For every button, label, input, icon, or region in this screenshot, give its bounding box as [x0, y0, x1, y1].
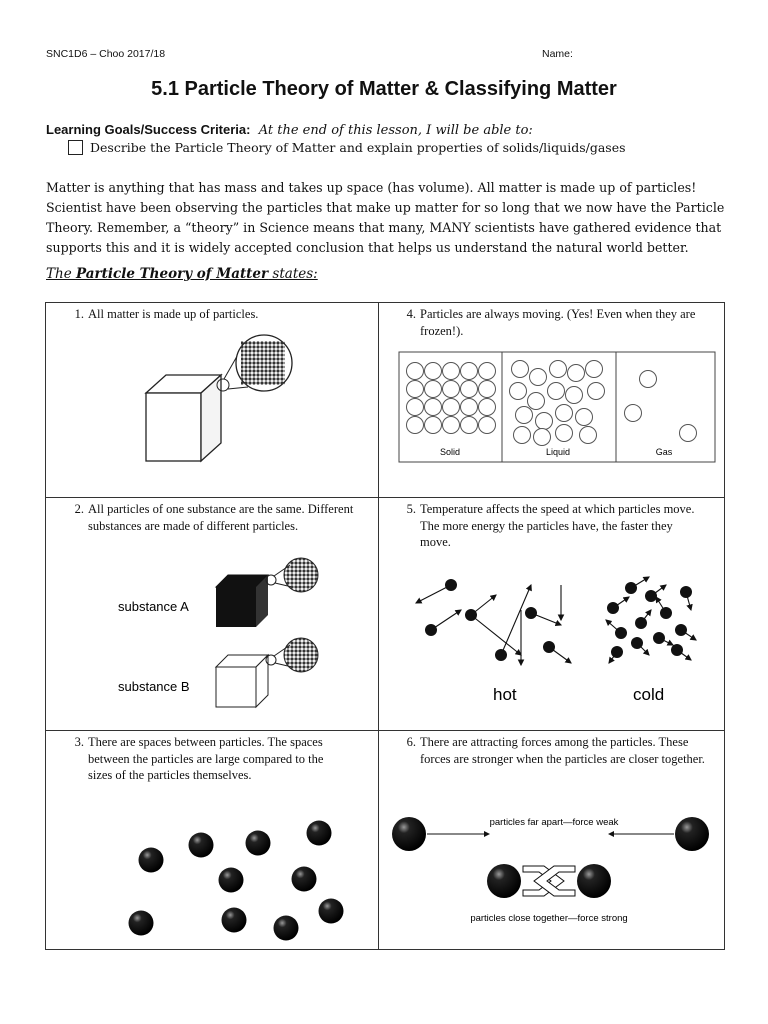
- liquid-particle: [510, 383, 527, 400]
- solid-particle: [407, 417, 424, 434]
- liquid-particle: [580, 427, 597, 444]
- solid-particle: [407, 363, 424, 380]
- liquid-particle: [576, 409, 593, 426]
- solid-particle: [443, 381, 460, 398]
- motion-arrow: [637, 643, 649, 655]
- spaced-particle: [246, 831, 271, 856]
- liquid-particle: [534, 429, 551, 446]
- page-title: 5.1 Particle Theory of Matter & Classifying Matter: [151, 78, 617, 100]
- motion-arrow: [416, 585, 451, 603]
- gas-particle: [680, 425, 697, 442]
- solid-particle: [479, 399, 496, 416]
- spaced-particle: [292, 867, 317, 892]
- spaced-particle: [274, 916, 299, 941]
- theory-table: 1. All matter is made up of particles. 2. All particles of one substance are the same. Different substances are made of different particles. 3. There are spaces between particles. The spaces between the particles are large compared to the sizes of the particles themselves. 4. Particles are always moving. (Yes! Even when they are frozen!). 5. Temperature affects the speed at which particles move. The more energy the particles have, the faster they move. 6. There are attracting forces among the particles. These forces are stronger when the particles are closer together. Solid Liquid Gas substance A substance B hot cold particles far apart—force weak particles close together—force strong: [45, 302, 725, 950]
- states-of-matter-figure: [398, 351, 718, 466]
- solid-particle: [443, 399, 460, 416]
- label-substance-b: substance B: [118, 679, 190, 694]
- liquid-particle: [514, 427, 531, 444]
- label-far-apart: particles far apart—force weak: [489, 817, 619, 828]
- motion-arrow: [471, 595, 496, 615]
- liquid-particle: [528, 393, 545, 410]
- motion-arrow: [501, 585, 531, 655]
- spaced-particle: [222, 908, 247, 933]
- spaced-particle: [129, 911, 154, 936]
- solid-particle: [479, 417, 496, 434]
- liquid-particle: [516, 407, 533, 424]
- liquid-particle: [588, 383, 605, 400]
- spaced-particle: [219, 868, 244, 893]
- label-liquid: Liquid: [545, 447, 571, 457]
- liquid-particle: [536, 413, 553, 430]
- temperature-figure: [411, 565, 721, 715]
- liquid-particle: [556, 405, 573, 422]
- label-cold: cold: [633, 685, 665, 704]
- label-gas: Gas: [655, 447, 673, 457]
- label-solid: Solid: [439, 447, 461, 457]
- spaced-particles-figure: [126, 813, 356, 943]
- goal-item: [68, 140, 626, 155]
- spaced-particle: [319, 899, 344, 924]
- intro-paragraph: Matter is anything that has mass and takes up space (has volume). All matter is made up of particles! Scientist have been observing the particles that make up matter for so long that we now have the Particle Theory. Remember, a “theory” in Science means that many, MANY scientists have gathered evidence that supports this and it is widely accepted conclusion that helps us understand the natural world better.: [46, 180, 725, 255]
- particle-lattice: [241, 341, 285, 385]
- solid-particle: [425, 417, 442, 434]
- gas-particle: [640, 371, 657, 388]
- liquid-particle: [548, 383, 565, 400]
- solid-particle: [443, 417, 460, 434]
- solid-particle: [407, 399, 424, 416]
- solid-particle: [461, 381, 478, 398]
- solid-particle: [479, 381, 496, 398]
- liquid-particle: [556, 425, 573, 442]
- label-hot: hot: [493, 685, 517, 704]
- course-header: SNC1D6 – Choo 2017/18: [46, 48, 166, 60]
- liquid-particle: [566, 387, 583, 404]
- solid-particle: [425, 399, 442, 416]
- goals-heading: Learning Goals/Success Criteria:: [46, 122, 251, 137]
- motion-arrow: [431, 610, 461, 630]
- spaced-particle: [307, 821, 332, 846]
- solid-particle: [479, 363, 496, 380]
- label-close-together: particles close together—force strong: [470, 913, 628, 924]
- solid-particle: [461, 417, 478, 434]
- goal-item-text: Describe the Particle Theory of Matter and explain properties of solids/liquids/gases: [90, 140, 626, 155]
- solid-particle: [443, 363, 460, 380]
- motion-arrow: [613, 597, 629, 608]
- spaced-particle: [139, 848, 164, 873]
- liquid-particle: [550, 361, 567, 378]
- cube-particles-figure: [136, 333, 326, 468]
- forces-figure: [389, 798, 719, 938]
- solid-particle: [425, 381, 442, 398]
- gas-particle: [625, 405, 642, 422]
- solid-particle: [461, 363, 478, 380]
- learning-goals: [46, 122, 533, 138]
- solid-particle: [425, 363, 442, 380]
- solid-particle: [461, 399, 478, 416]
- goals-lead: At the end of this lesson, I will be able to:: [258, 123, 533, 138]
- substances-figure: [106, 553, 366, 723]
- solid-particle: [407, 381, 424, 398]
- name-label: Name:: [542, 48, 573, 60]
- label-substance-a: substance A: [118, 599, 189, 614]
- liquid-particle: [530, 369, 547, 386]
- motion-arrow: [471, 615, 521, 655]
- liquid-particle: [586, 361, 603, 378]
- liquid-particle: [568, 365, 585, 382]
- motion-arrow: [549, 647, 571, 663]
- goal-checkbox[interactable]: [68, 140, 83, 155]
- liquid-particle: [512, 361, 529, 378]
- motion-arrow: [531, 613, 561, 625]
- motion-arrow: [606, 620, 621, 633]
- spaced-particle: [189, 833, 214, 858]
- motion-arrow: [631, 577, 649, 588]
- theory-states-line: The Particle Theory of Matter states:: [46, 266, 318, 282]
